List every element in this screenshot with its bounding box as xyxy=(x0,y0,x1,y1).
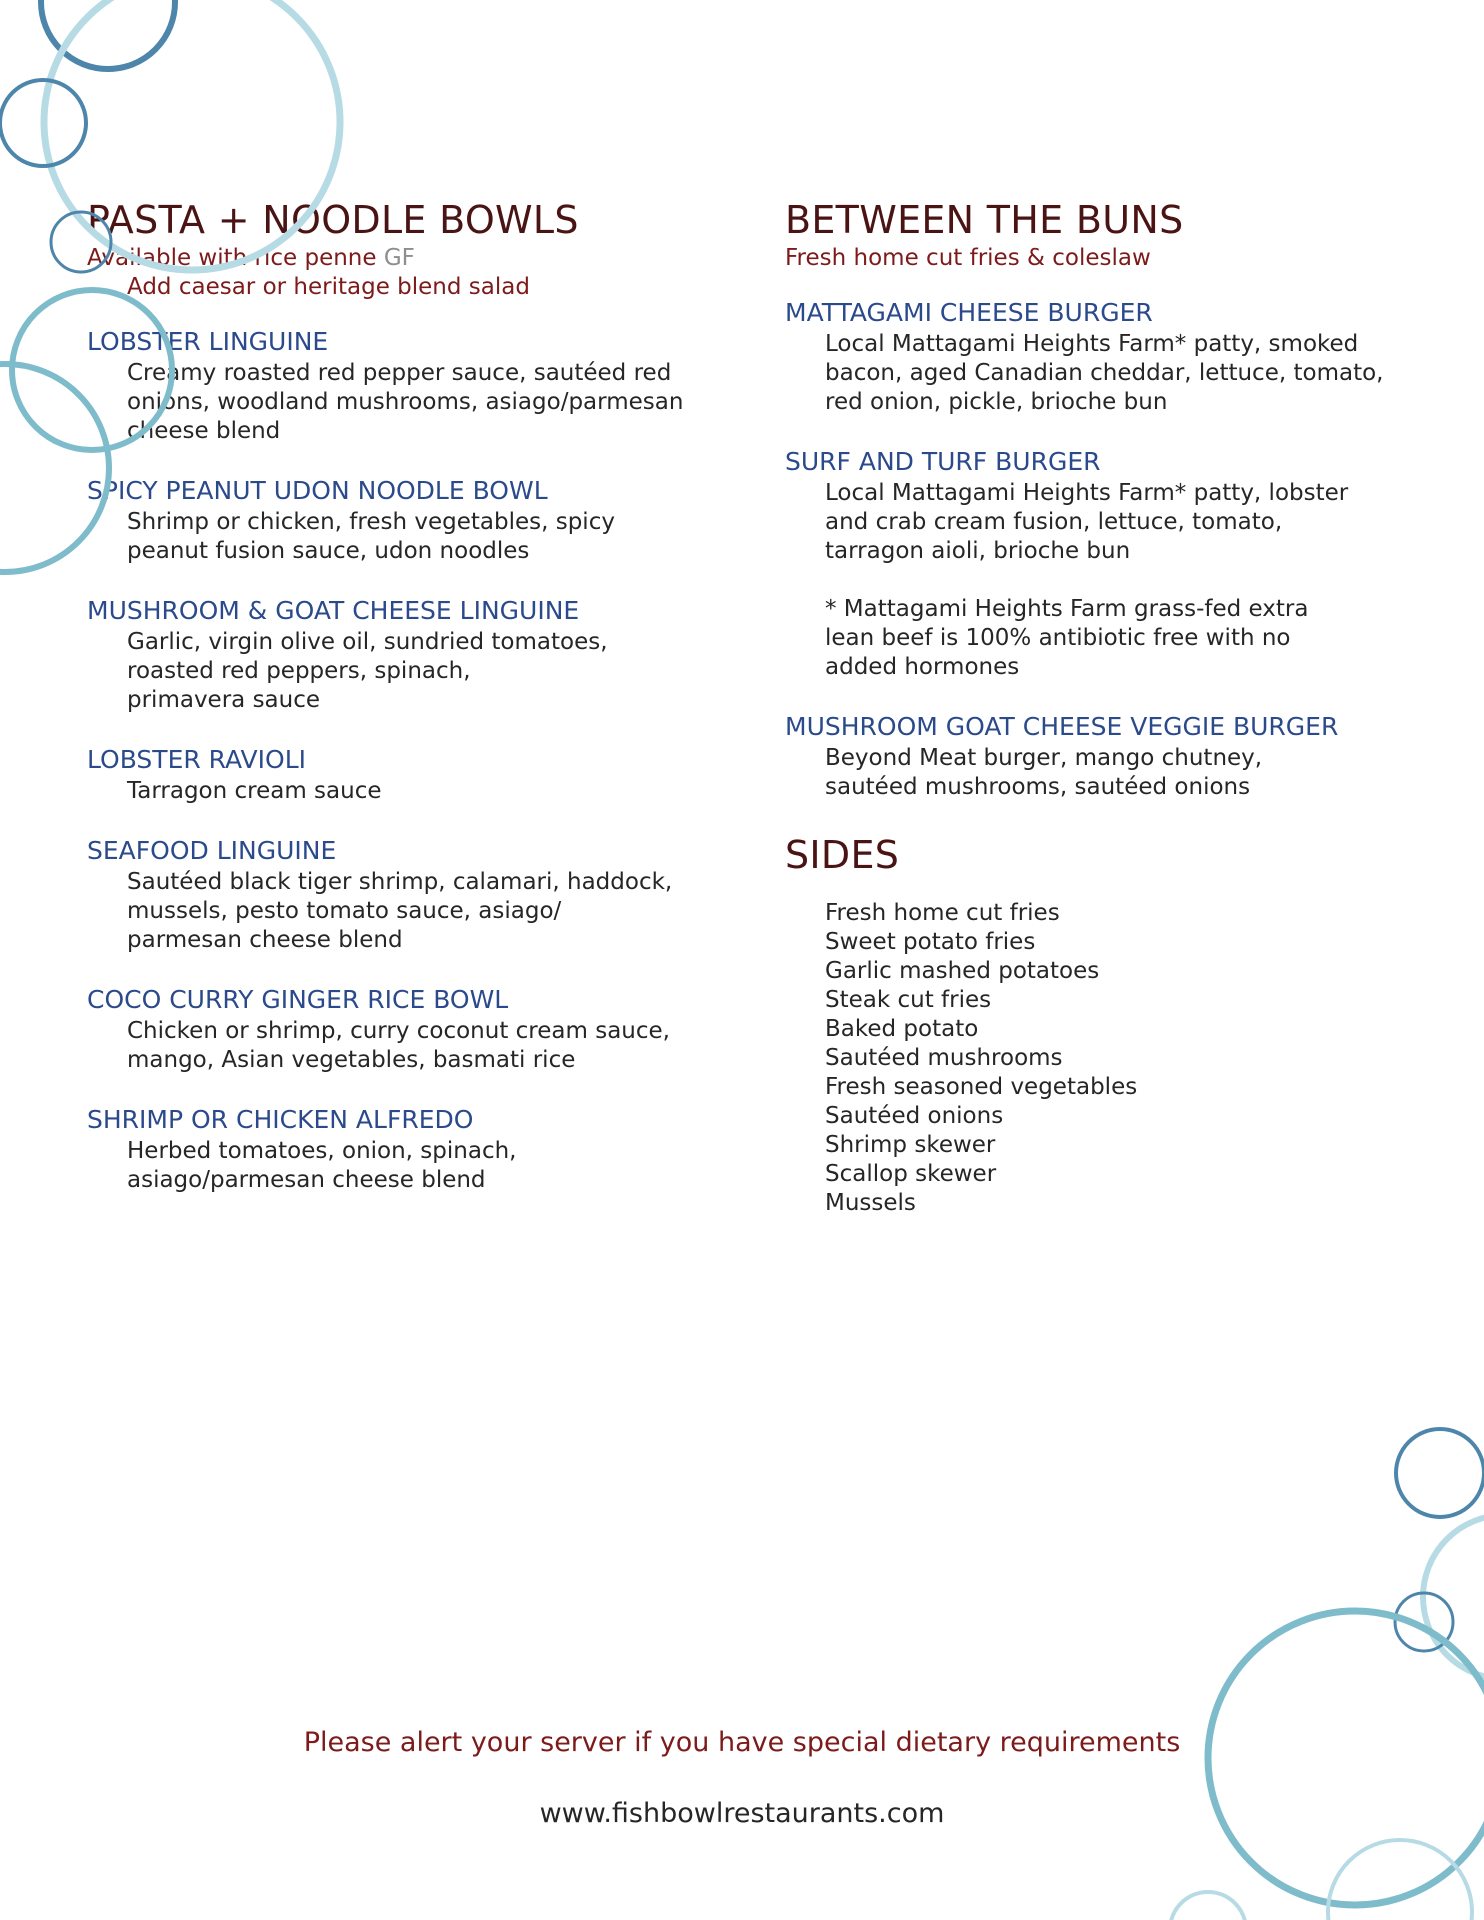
menu-item-description xyxy=(127,777,727,806)
pasta-item-list xyxy=(87,326,727,1195)
menu-item-name: MATTAGAMI CHEESE BURGER xyxy=(785,298,1153,327)
pasta-subtitle xyxy=(87,244,727,273)
bubble xyxy=(1395,1593,1453,1651)
side-item: Steak cut fries xyxy=(825,987,992,1013)
gf-tag: GF xyxy=(383,245,415,271)
footnote-line: lean beef is 100% antibiotic free with no xyxy=(825,625,1291,651)
bubble xyxy=(41,0,175,69)
description-line: cheese blend xyxy=(127,418,281,444)
menu-item-name: SPICY PEANUT UDON NOODLE BOWL xyxy=(87,476,548,505)
description-line: red onion, pickle, brioche bun xyxy=(825,389,1168,415)
bubble xyxy=(1328,1840,1472,1920)
menu-item-name: COCO CURRY GINGER RICE BOWL xyxy=(87,985,509,1014)
menu-item-name: SURF AND TURF BURGER xyxy=(785,447,1101,476)
side-item: Mussels xyxy=(825,1190,916,1216)
menu-item xyxy=(87,835,727,955)
sides-section-title: SIDES xyxy=(785,833,900,877)
buns-item-list xyxy=(785,297,1445,566)
description-line: asiago/parmesan cheese blend xyxy=(127,1167,486,1193)
description-line: Sautéed black tiger shrimp, calamari, haddock, xyxy=(127,869,673,895)
side-item: Sweet potato fries xyxy=(825,929,1036,955)
side-item: Garlic mashed potatoes xyxy=(825,958,1100,984)
side-item: Sautéed mushrooms xyxy=(825,1045,1063,1071)
description-line: Local Mattagami Heights Farm* patty, smoked xyxy=(825,331,1359,357)
menu-item xyxy=(785,711,1445,802)
menu-item-name: LOBSTER RAVIOLI xyxy=(87,745,306,774)
menu-item-description xyxy=(127,359,727,446)
description-line: tarragon aioli, brioche bun xyxy=(825,538,1131,564)
menu-item-description xyxy=(127,628,727,715)
salad-note: Add caesar or heritage blend salad xyxy=(127,274,530,300)
menu-item-name: SHRIMP OR CHICKEN ALFREDO xyxy=(87,1105,474,1134)
description-line: onions, woodland mushrooms, asiago/parmesan xyxy=(127,389,684,415)
menu-item xyxy=(87,984,727,1075)
website-url: www.fishbowlrestaurants.com xyxy=(539,1798,945,1829)
pasta-section-title: PASTA + NOODLE BOWLS xyxy=(87,198,579,242)
menu-item xyxy=(87,326,727,446)
menu-item-description xyxy=(127,1137,727,1195)
footnote-line: added hormones xyxy=(825,654,1020,680)
description-line: sautéed mushrooms, sautéed onions xyxy=(825,774,1251,800)
menu-item-description xyxy=(825,479,1445,566)
description-line: mussels, pesto tomato sauce, asiago/ xyxy=(127,898,562,924)
menu-item-description xyxy=(127,1017,727,1075)
menu-item xyxy=(87,475,727,566)
buns-column xyxy=(785,196,1445,1218)
side-item: Sautéed onions xyxy=(825,1103,1004,1129)
bubble xyxy=(1396,1429,1484,1517)
description-line: mango, Asian vegetables, basmati rice xyxy=(127,1047,576,1073)
description-line: roasted red peppers, spinach, xyxy=(127,658,471,684)
buns-section-title: BETWEEN THE BUNS xyxy=(785,198,1184,242)
menu-item xyxy=(87,744,727,806)
menu-item xyxy=(87,1104,727,1195)
sides-list xyxy=(825,899,1445,1218)
side-item: Baked potato xyxy=(825,1016,979,1042)
bubble xyxy=(0,80,86,166)
description-line: Creamy roasted red pepper sauce, sautéed red xyxy=(127,360,672,386)
menu-item xyxy=(87,595,727,715)
description-line: Herbed tomatoes, onion, spinach, xyxy=(127,1138,517,1164)
side-item: Fresh home cut fries xyxy=(825,900,1060,926)
description-line: Chicken or shrimp, curry coconut cream sauce, xyxy=(127,1018,670,1044)
menu-item xyxy=(785,297,1445,417)
side-item: Scallop skewer xyxy=(825,1161,997,1187)
menu-item-description xyxy=(825,744,1445,802)
menu-item-description xyxy=(127,868,727,955)
description-line: primavera sauce xyxy=(127,687,321,713)
side-item: Fresh seasoned vegetables xyxy=(825,1074,1138,1100)
dietary-alert: Please alert your server if you have special dietary requirements xyxy=(303,1727,1181,1758)
description-line: Tarragon cream sauce xyxy=(127,778,382,804)
description-line: bacon, aged Canadian cheddar, lettuce, tomato, xyxy=(825,360,1384,386)
rice-penne-note: Available with rice penne xyxy=(87,245,377,271)
beef-footnote xyxy=(825,595,1445,682)
menu-item-name: MUSHROOM GOAT CHEESE VEGGIE BURGER xyxy=(785,712,1339,741)
description-line: parmesan cheese blend xyxy=(127,927,403,953)
menu-item xyxy=(785,446,1445,566)
footnote-line: * Mattagami Heights Farm grass-fed extra xyxy=(825,596,1309,622)
description-line: and crab cream fusion, lettuce, tomato, xyxy=(825,509,1283,535)
menu-item-name: SEAFOOD LINGUINE xyxy=(87,836,337,865)
side-item: Shrimp skewer xyxy=(825,1132,996,1158)
pasta-column xyxy=(87,196,727,1224)
menu-item-description xyxy=(127,508,727,566)
description-line: peanut fusion sauce, udon noodles xyxy=(127,538,530,564)
bubbles-bottom-right xyxy=(1170,1429,1484,1920)
description-line: Garlic, virgin olive oil, sundried tomatoes, xyxy=(127,629,608,655)
menu-item-name: MUSHROOM & GOAT CHEESE LINGUINE xyxy=(87,596,580,625)
bubble xyxy=(1423,1515,1484,1679)
menu-item-description xyxy=(825,330,1445,417)
menu-item-name: LOBSTER LINGUINE xyxy=(87,327,329,356)
description-line: Beyond Meat burger, mango chutney, xyxy=(825,745,1263,771)
description-line: Shrimp or chicken, fresh vegetables, spicy xyxy=(127,509,615,535)
buns-subtitle: Fresh home cut fries & coleslaw xyxy=(785,245,1151,271)
description-line: Local Mattagami Heights Farm* patty, lobster xyxy=(825,480,1349,506)
bubble xyxy=(1170,1892,1246,1920)
